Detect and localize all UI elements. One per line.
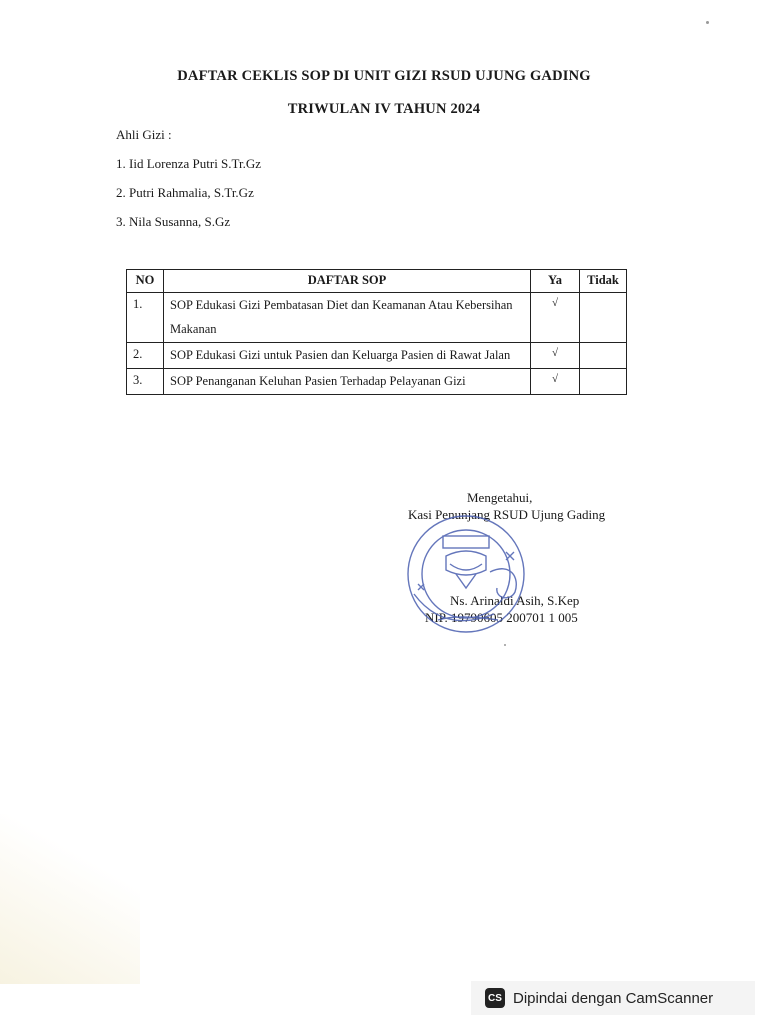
document-title: DAFTAR CEKLIS SOP DI UNIT GIZI RSUD UJUNG GADING: [177, 68, 591, 84]
paper-stain: [0, 814, 140, 984]
row-no: 3.: [127, 369, 164, 395]
header-ya: Ya: [531, 270, 580, 293]
sop-checklist-table: [126, 269, 627, 395]
table-row: [127, 343, 627, 369]
row-ya-check: √: [531, 369, 580, 395]
row-sop: SOP Penanganan Keluhan Pasien Terhadap Pelayanan Gizi: [164, 369, 531, 395]
row-sop: SOP Edukasi Gizi Pembatasan Diet dan Keamanan Atau Kebersihan Makanan: [164, 293, 531, 343]
ahli-gizi-item: 3. Nila Susanna, S.Gz: [116, 214, 231, 229]
row-ya-check: √: [531, 293, 580, 343]
signatory-name: Ns. Arinaldi Asih, S.Kep: [450, 593, 580, 608]
ahli-gizi-item: 2. Putri Rahmalia, S.Tr.Gz: [116, 185, 254, 200]
row-sop: SOP Edukasi Gizi untuk Pasien dan Keluarga Pasien di Rawat Jalan: [164, 343, 531, 369]
row-tidak: [580, 293, 627, 343]
ahli-gizi-label: Ahli Gizi :: [116, 127, 172, 142]
signature-known-by: Mengetahui,: [467, 490, 533, 505]
table-header-row: [127, 270, 627, 293]
table-row: [127, 293, 627, 343]
signature-position: Kasi Penunjang RSUD Ujung Gading: [408, 507, 606, 522]
row-tidak: [580, 369, 627, 395]
scan-speck: [706, 21, 709, 24]
camscanner-text: Dipindai dengan CamScanner: [513, 989, 714, 1007]
row-no: 1.: [127, 293, 164, 343]
ahli-gizi-item: 1. Iid Lorenza Putri S.Tr.Gz: [116, 156, 262, 171]
camscanner-watermark: [471, 981, 755, 1015]
header-no: NO: [127, 270, 164, 293]
row-ya-check: √: [531, 343, 580, 369]
row-tidak: [580, 343, 627, 369]
header-daftar-sop: DAFTAR SOP: [164, 270, 531, 293]
official-stamp-icon: [398, 512, 558, 634]
signatory-nip: NIP. 19790605 200701 1 005: [425, 610, 578, 625]
camscanner-logo-icon: CS: [485, 988, 505, 1008]
header-tidak: Tidak: [580, 270, 627, 293]
table-row: [127, 369, 627, 395]
document-subtitle: TRIWULAN IV TAHUN 2024: [287, 101, 481, 117]
row-no: 2.: [127, 343, 164, 369]
scan-speck: [504, 644, 506, 646]
